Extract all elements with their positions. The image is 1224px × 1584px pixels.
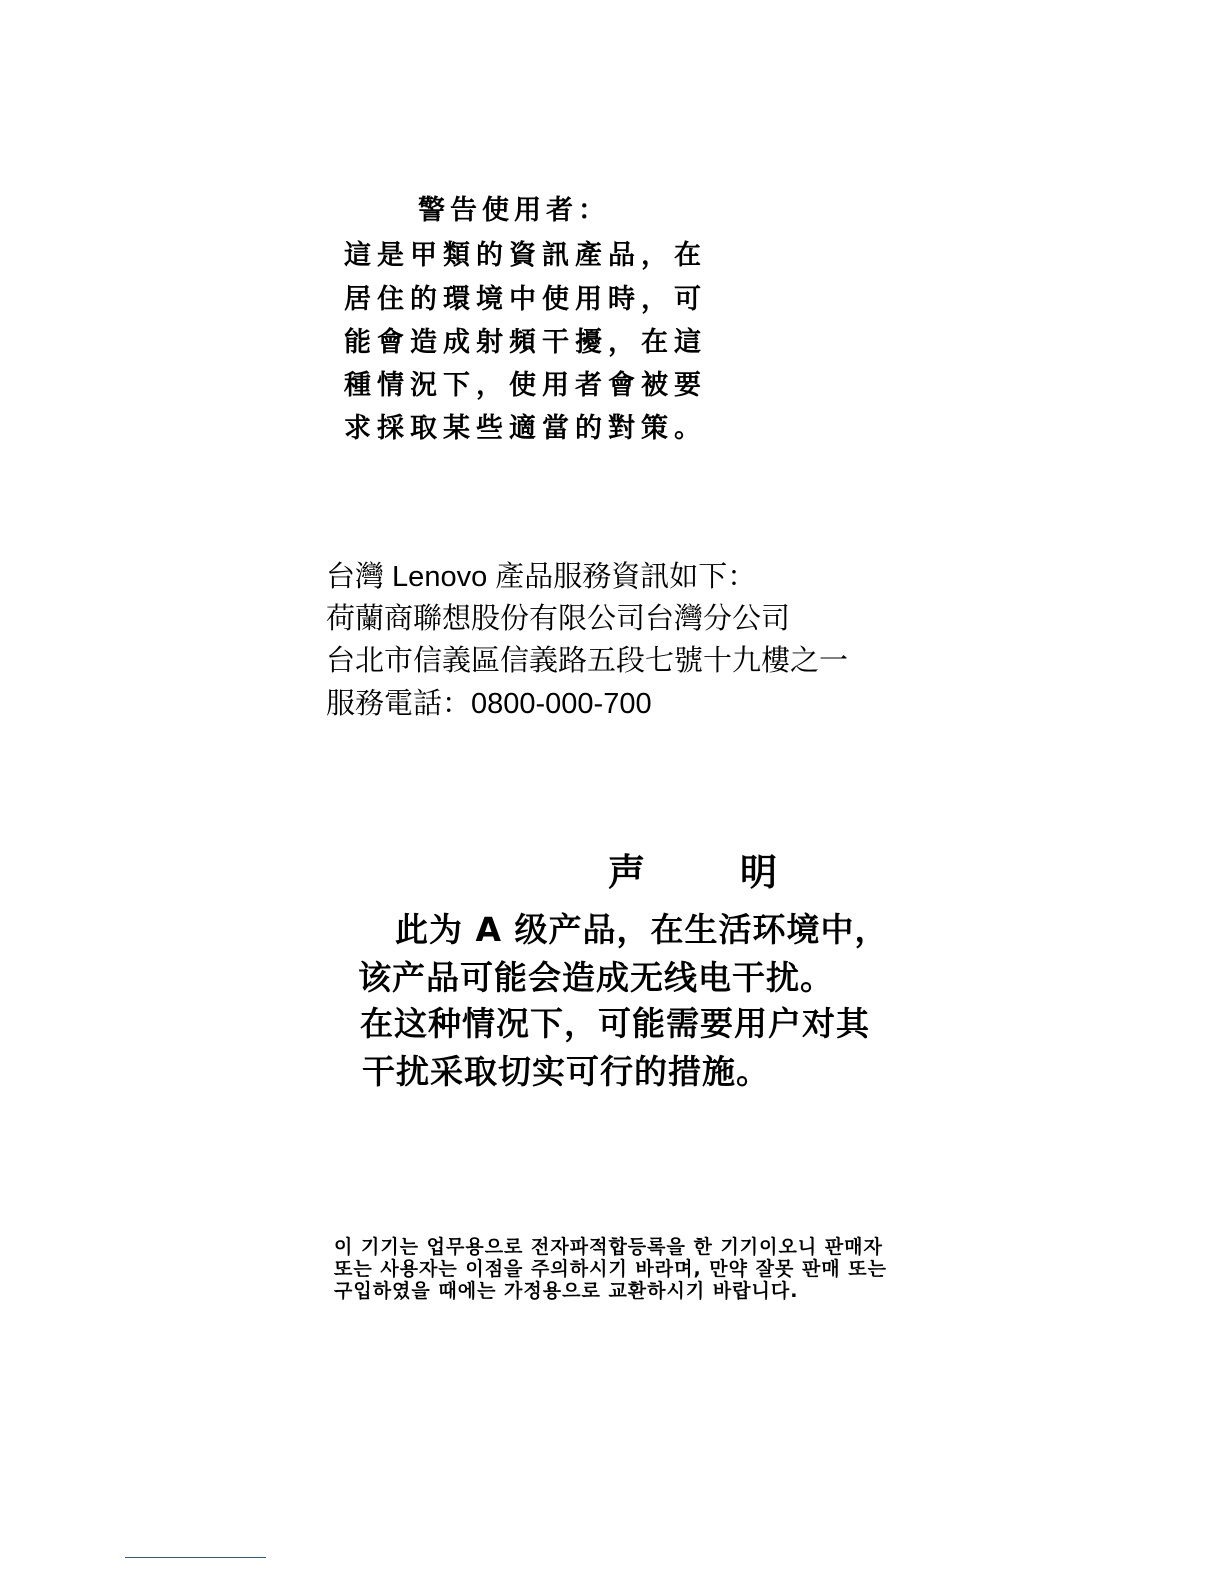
china-statement-line-1: 此为 A 级产品，在生活环境中，	[395, 910, 889, 949]
china-statement-line-4: 干扰采取切实可行的措施。	[362, 1052, 770, 1091]
korea-statement-line-3: 구입하였을 때에는 가정용으로 교환하시기 바랍니다.	[334, 1280, 799, 1302]
china-statement-title-right: 明	[740, 851, 777, 894]
korea-statement-line-2: 또는 사용자는 이점을 주의하시기 바라며, 만약 잘못 판매 또는	[334, 1258, 887, 1280]
lenovo-service-line-2: 荷蘭商聯想股份有限公司台灣分公司	[326, 603, 791, 635]
taiwan-warning-line-2: 居住的環境中使用時，可	[344, 284, 707, 315]
footer-divider	[125, 1557, 266, 1558]
korea-statement-line-1: 이 기기는 업무용으로 전자파적합등록을 한 기기이오니 판매자	[334, 1236, 883, 1258]
china-statement-line-2: 该产品可能会造成无线电干扰。	[358, 958, 834, 997]
lenovo-service-line-1: 台灣 Lenovo 產品服務資訊如下：	[326, 561, 757, 593]
taiwan-warning-title: 警告使用者：	[418, 195, 610, 226]
taiwan-warning-line-3: 能會造成射頻干擾，在這	[344, 327, 707, 358]
china-statement-line-3: 在这种情况下，可能需要用户对其	[360, 1004, 870, 1043]
taiwan-warning-line-4: 種情況下，使用者會被要	[344, 370, 707, 401]
taiwan-warning-line-1: 這是甲類的資訊產品，在	[344, 240, 707, 271]
china-statement-title-left: 声	[608, 851, 645, 894]
lenovo-service-line-3: 台北市信義區信義路五段七號十九樓之一	[326, 645, 849, 677]
taiwan-warning-line-5: 求採取某些適當的對策。	[344, 413, 707, 444]
lenovo-service-phone: 服務電話：0800-000-700	[326, 688, 652, 720]
